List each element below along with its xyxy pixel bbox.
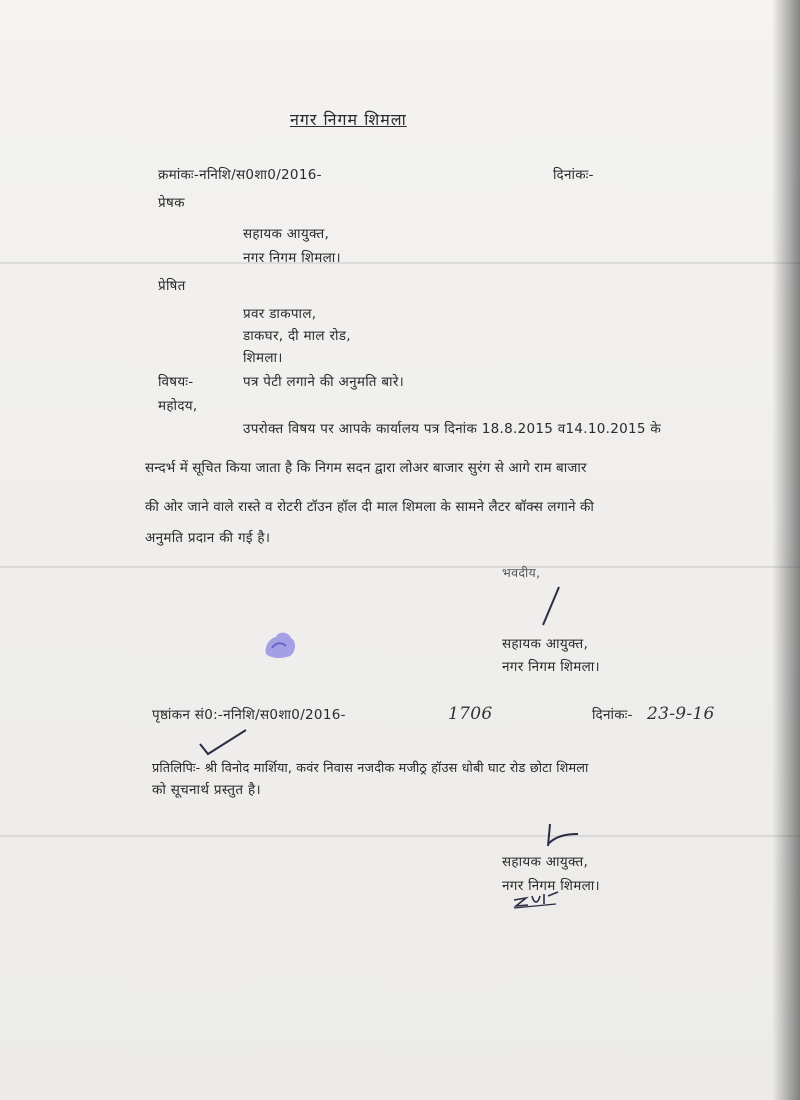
reference-number: क्रमांकः-ननिशि/स0शा0/2016- — [158, 167, 322, 183]
signature-mark — [537, 585, 567, 631]
subject-text: पत्र पेटी लगाने की अनुमति बारे। — [243, 374, 405, 390]
handwritten-initials — [512, 888, 562, 910]
letter-title: नगर निगम शिमला — [290, 110, 407, 129]
signature-office: नगर निगम शिमला। — [502, 659, 600, 675]
handwritten-date: 23-9-16 — [647, 704, 715, 724]
ink-stamp — [262, 628, 298, 660]
subject-label: विषयः- — [158, 374, 194, 390]
sender-line: सहायक आयुक्त, — [243, 226, 330, 242]
copy-to-line: प्रतिलिपिः- श्री विनोद मार्शिया, कवंर निवास नजदीक मजीठ्र हॉउस धोबी घाट रोड छोटा शिमला — [152, 761, 589, 776]
recipient-label: प्रेषित — [158, 278, 186, 294]
body-text-line: अनुमति प्रदान की गई है। — [145, 530, 271, 546]
scan-shadow — [772, 0, 800, 1100]
signature-title: सहायक आयुक्त, — [502, 854, 589, 870]
closing: भवदीय, — [502, 565, 541, 580]
recipient-line: प्रवर डाकपाल, — [243, 306, 317, 322]
endorsement-date-label: दिनांकः- — [592, 707, 633, 723]
date-label: दिनांकः- — [553, 167, 594, 183]
recipient-line: शिमला। — [243, 350, 283, 366]
sender-line: नगर निगम शिमला। — [243, 250, 341, 266]
copy-to-line: को सूचनार्थ प्रस्तुत है। — [152, 782, 261, 798]
body-text-line: की ओर जाने वाले रास्ते व रोटरी टॉउन हॉल दी माल शिमला के सामने लैटर बॉक्स लगाने की — [145, 499, 595, 515]
recipient-line: डाकघर, दी माल रोड, — [243, 328, 351, 344]
endorsement-reference: पृष्ठांकन सं0:-ननिशि/स0शा0/2016- — [152, 707, 346, 723]
signature-office: नगर निगम शिमला। — [502, 878, 600, 894]
paper-fold — [0, 262, 800, 264]
handwritten-number: 1706 — [448, 704, 493, 724]
salutation: महोदय, — [158, 398, 198, 414]
body-text-line: सन्दर्भ में सूचित किया जाता है कि निगम सदन द्वारा लोअर बाजार सुरंग से आगे राम बाजार — [145, 460, 587, 476]
body-text-line: उपरोक्त विषय पर आपके कार्यालय पत्र दिनांक 18.8.2015 व14.10.2015 के — [243, 421, 662, 437]
paper-fold — [0, 835, 800, 837]
paper-fold — [0, 566, 800, 568]
tick-mark — [198, 726, 250, 758]
signature-title: सहायक आयुक्त, — [502, 636, 589, 652]
initials-mark — [540, 822, 582, 852]
sender-label: प्रेषक — [158, 195, 185, 211]
